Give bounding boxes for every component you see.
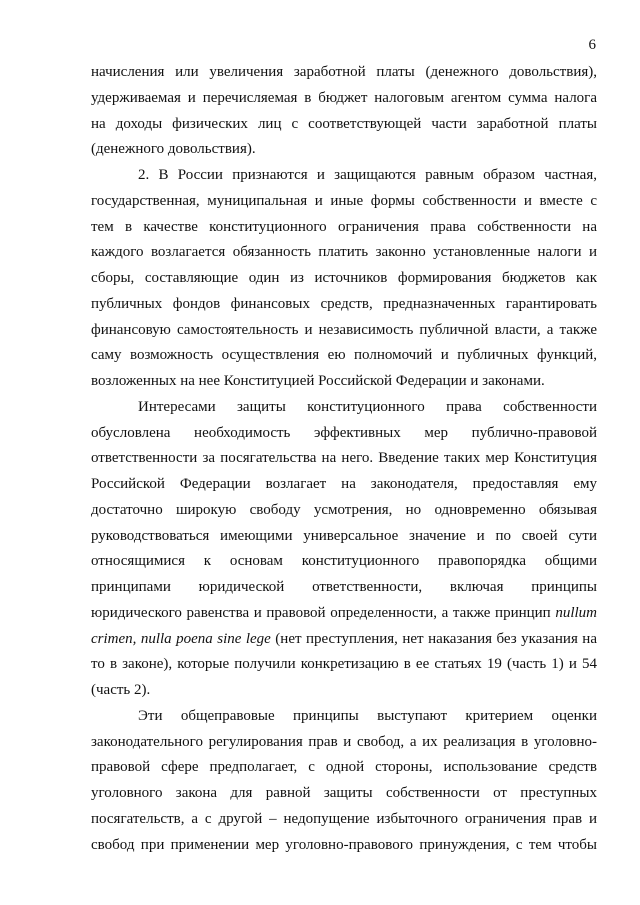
- text-line: финансовую самостоятельность и независимость публичной власти, а также: [91, 321, 597, 338]
- text-line: сборы, составляющие один из источников формирования бюджетов как: [91, 270, 597, 286]
- text-line: свобод при применении мер уголовно-правового принуждения, с тем чтобы: [91, 836, 597, 853]
- text-line: каждого возлагается обязанность платить законно установленные налоги и: [91, 244, 597, 261]
- text-run: юридического равенства и правовой определенности, а также принцип: [91, 604, 551, 621]
- text-line: Интересами защиты конституционного права собственности: [138, 398, 597, 415]
- text-line: руководствоваться имеющими универсальное значение и по своей сути: [91, 527, 597, 544]
- italic-latin-phrase: nullum: [555, 604, 598, 621]
- text-line: на доходы физических лиц с соответствующей части заработной платы: [91, 115, 597, 132]
- text-line: государственная, муниципальная и иные формы собственности и вместе с: [91, 192, 597, 209]
- text-line: [91, 601, 597, 627]
- text-line: достаточно широкую свободу усмотрения, но одновременно обязывая: [91, 501, 597, 518]
- text-line: Российской Федерации возлагает на законодателя, предоставляя ему: [91, 476, 597, 492]
- text-line: законодательного регулирования прав и свобод, а их реализация в уголовно-: [91, 733, 597, 750]
- text-line: начисления или увеличения заработной платы (денежного довольствия),: [91, 64, 597, 80]
- text-line: публичных фондов финансовых средств, предназначенных гарантировать: [91, 295, 597, 312]
- text-run: (нет преступления, нет наказания без указания на: [270, 630, 597, 647]
- text-line: то в законе), которые получили конкретизацию в ее статьях 19 (часть 1) и 54: [91, 656, 597, 673]
- text-line: посягательств, а с другой – недопущение избыточного ограничения прав и: [91, 810, 597, 827]
- text-line: саму возможность осуществления ею полномочий и публичных функций,: [91, 347, 597, 364]
- text-line: 2. В России признаются и защищаются равным образом частная,: [138, 167, 597, 183]
- text-line: принципами юридической ответственности, включая принципы: [91, 579, 597, 595]
- text-line: (денежного довольствия).: [91, 141, 256, 158]
- text-line: правовой сфере предполагает, с одной стороны, использование средств: [91, 759, 597, 776]
- text-line: ответственности за посягательства на него. Введение таких мер Конституция: [91, 450, 597, 467]
- text-line: уголовного закона для равной защиты собственности от преступных: [91, 785, 597, 801]
- document-body: [91, 60, 597, 858]
- text-line: обусловлена необходимость эффективных мер публично-правовой: [91, 424, 597, 441]
- italic-latin-phrase: crimen, nulla poena sine lege: [91, 630, 271, 647]
- text-line: удерживаемая и перечисляемая в бюджет налоговым агентом сумма налога: [91, 89, 597, 106]
- text-line: [91, 627, 597, 653]
- text-line: относящимися к основам конституционного правопорядка общими: [91, 553, 597, 570]
- page-number: 6: [588, 37, 596, 53]
- text-line: Эти общеправовые принципы выступают критерием оценки: [138, 707, 597, 724]
- text-line: (часть 2).: [91, 682, 151, 698]
- text-line: тем в качестве конституционного ограничения права собственности на: [91, 218, 597, 235]
- text-line: возложенных на нее Конституцией Российской Федерации и законами.: [91, 373, 545, 389]
